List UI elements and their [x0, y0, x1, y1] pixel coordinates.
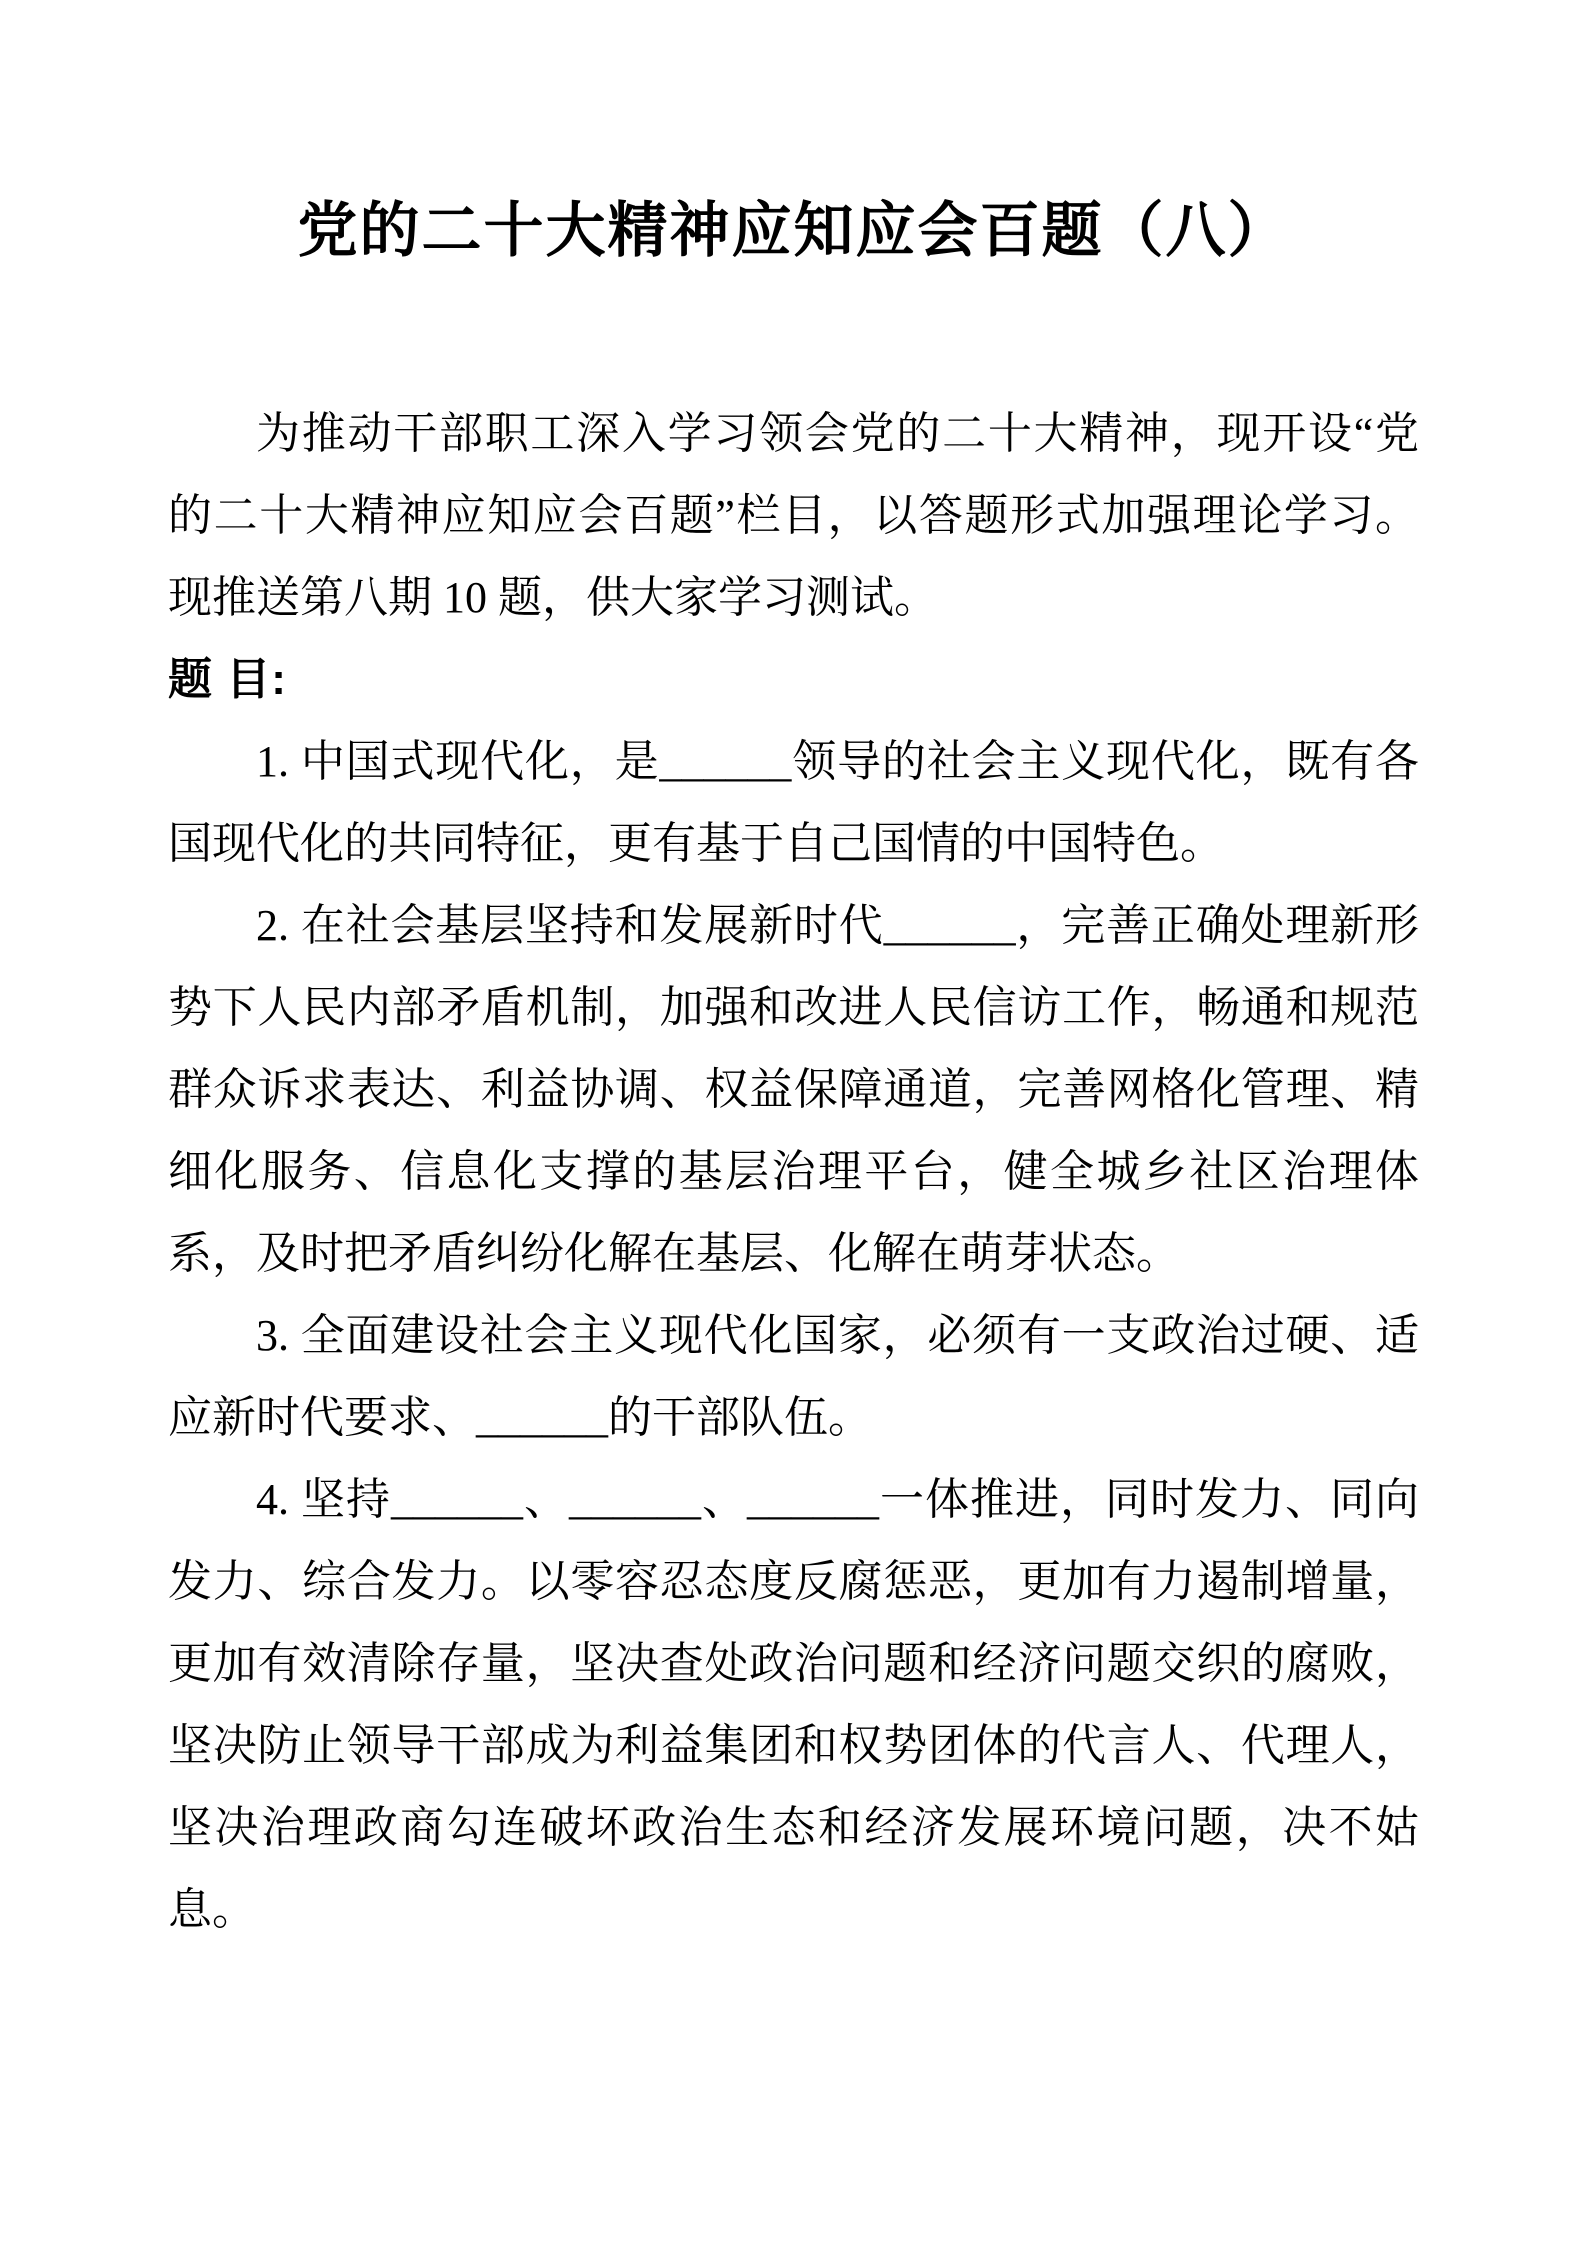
question-item-1: 1. 中国式现代化，是______领导的社会主义现代化，既有各国现代化的共同特征，更有基于自己国情的中国特色。	[168, 737, 1419, 868]
intro-paragraph: 为推动干部职工深入学习领会党的二十大精神，现开设“党的二十大精神应知应会百题”栏目，以答题形式加强理论学习。现推送第八期 10 题，供大家学习测试。	[168, 409, 1419, 622]
question-item-4: 4. 坚持______、______、______一体推进，同时发力、同向发力、综合发力。以零容忍态度反腐惩恶，更加有力遏制增量，更加有效清除存量，坚决查处政治问题和经济问题交织的腐败，坚决防止领导干部成为利益集团和权势团体的代言人、代理人，坚决治理政商勾连破坏政治生态和经济发展环境问题，决不姑息。	[168, 1475, 1419, 1934]
question-item-2: 2. 在社会基层坚持和发展新时代______，完善正确处理新形势下人民内部矛盾机制，加强和改进人民信访工作，畅通和规范群众诉求表达、利益协调、权益保障通道，完善网格化管理、精细化服务、信息化支撑的基层治理平台，健全城乡社区治理体系，及时把矛盾纠纷化解在基层、化解在萌芽状态。	[168, 901, 1419, 1278]
question-item-3: 3. 全面建设社会主义现代化国家，必须有一支政治过硬、适应新时代要求、______的干部队伍。	[168, 1311, 1419, 1442]
questions-heading: 题 目:	[168, 655, 287, 704]
page-title: 党的二十大精神应知应会百题（八）	[297, 197, 1290, 264]
